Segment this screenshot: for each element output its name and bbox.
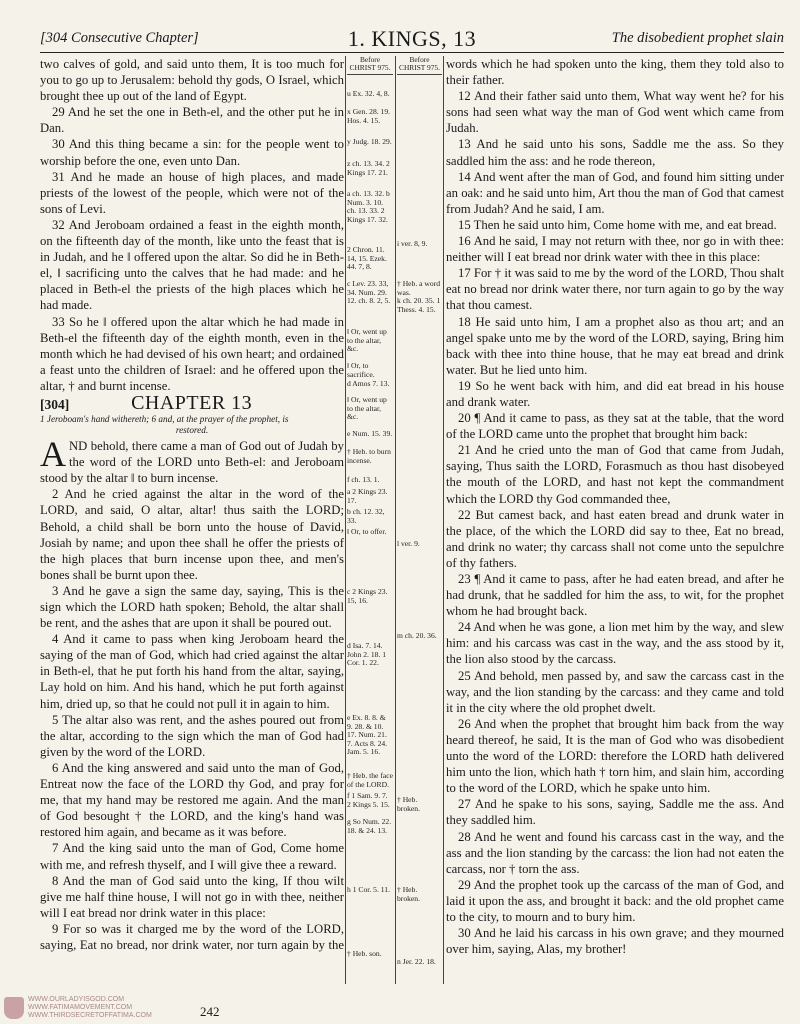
drop-cap: A [40, 434, 66, 475]
consecutive-chapter-label: [304 Consecutive Chapter] [40, 30, 199, 46]
ref-note: ‖ Or, went up to the altar, &c. [347, 327, 387, 354]
page-header [40, 26, 784, 53]
ref-note: z ch. 13. 34. 2 Kings 17. 21. [347, 159, 390, 177]
ref-note: x Gen. 28. 19. Hos. 4. 15. [347, 107, 391, 125]
verse: 15 Then he said unto him, Come home with me, and eat bread. [458, 217, 777, 232]
ref-note: d Isa. 7. 14. John 2. 18. 1 Cor. 1. 22. [347, 641, 387, 668]
ref-note: 2 Chron. 11. 14, 15. Ezek. 44. 7, 8. [347, 245, 387, 272]
watermark-url: WWW.THIRDSECRETOFFATIMA.COM [28, 1012, 152, 1019]
ref-note: b ch. 12. 32, 33. [347, 507, 385, 525]
verse: 19 So he went back with him, and did eat bread in his house and drank water. [446, 378, 784, 409]
ref-note: ‖ Or, to offer. [347, 527, 387, 536]
verse: 24 And when he was gone, a lion met him by the way, and slew him: and his carcass was cast in the way, and the ass stood by it, the lion also stood by the carcass. [446, 620, 784, 667]
verse: 32 And Jeroboam ordained a feast in the eighth month, on the fifteenth day of the month, like unto the feast that is in Judah, and he ‖ offered upon the altar. So did he in Beth-el, ‖ sacrificing unto the calves that he had made: and he placed in Beth-el the priests of the high places which he had made. [40, 217, 344, 313]
column-rule [443, 56, 444, 984]
ref-note: e Num. 15. 39. [347, 429, 393, 438]
verse: 23 ¶ And it came to pass, after he had eaten bread, and after he had drunk, that he saddled for him the ass, to wit, for the prophet whom he had brought back. [446, 572, 784, 619]
chapter-summary [40, 414, 344, 436]
ref-note: n Jer. 22. 18. [397, 957, 436, 966]
verse: 29 And he set the one in Beth-el, and the other put he in Dan. [40, 105, 344, 136]
ref-note: c Lev. 23. 33, 34. Num. 29. 12. ch. 8. 2, 5. [347, 279, 391, 306]
column-rule [395, 56, 396, 984]
book-chapter-title: 1. KINGS, 13 [347, 26, 477, 51]
verse: 9 For so was it charged me by the word of the LORD, saying, Eat no bread, nor drink water, nor turn again by the [40, 921, 344, 952]
ref-note: † Heb. to burn incense. [347, 447, 391, 465]
ref-note: i ver. 8, 9. [397, 239, 428, 248]
verse: 25 And behold, men passed by, and saw the carcass cast in the way, and the lion standing by the carcass: and they came and told it in the city where the old prophet dwelt. [446, 668, 784, 715]
ref-note: † Heb. son. [347, 949, 382, 958]
verse-first-text: ND behold, there came a man of God out of Judah by the word of the LORD unto Beth-el: and Jeroboam stood by the altar ‖ to burn incense. [40, 439, 344, 486]
ref-note: a ch. 13. 32. b Num. 3. 10. ch. 13. 33. 2 Kings 17. 32. [347, 189, 390, 224]
right-text-column [446, 56, 784, 956]
verse: 20 ¶ And it came to pass, as they sat at the table, that the word of the LORD came unto the prophet that brought him back: [446, 411, 784, 442]
chapter-heading [40, 391, 344, 414]
ref-note: a 2 Kings 23. 17. [347, 487, 388, 505]
verse: 27 And he spake to his sons, saying, Saddle me the ass. And they saddled him. [446, 797, 784, 828]
cross-reference-column-b [397, 56, 442, 986]
watermark-url: WWW.OURLADYISGOD.COM [28, 996, 125, 1003]
verse: 8 And the man of God said unto the king, If thou wilt give me half thine house, I will not go in with thee, neither will I eat bread nor drink water in this place: [40, 873, 344, 920]
verse: two calves of gold, and said unto them, It is too much for you to go up to Jerusalem: behold thy gods, O Israel, which brought thee up out of the land of Egypt. [40, 57, 344, 104]
summary-end: restored. [175, 425, 209, 436]
summary-text: 1 Jeroboam's hand withereth; 6 and, at the prayer of the prophet, is [40, 414, 289, 425]
verse: 4 And it came to pass when king Jeroboam heard the saying of the man of God, which had cried against the altar in Beth-el, that he put forth his hand from the altar, saying, Lay hold on him. And his hand, which he put forth against him, dried up, so that he could not pull it in again to him. [40, 632, 344, 711]
section-heading: The disobedient prophet slain [611, 30, 784, 46]
verse: 3 And he gave a sign the same day, saying, This is the sign which the LORD hath spoken; Behold, the altar shall be rent, and the ashes that are upon it shall be poured out. [40, 583, 344, 631]
verse: 30 And this thing became a sin: for the people went to worship before the one, even unto Dan. [40, 137, 344, 168]
seal-icon [4, 997, 24, 1019]
watermark-url: WWW.FATIMAMOVEMENT.COM [28, 1004, 133, 1011]
verse: 14 And went after the man of God, and found him sitting under an oak: and he said unto him, Art thou the man of God that camest from Judah? And he said, I am. [446, 169, 784, 216]
verse: 2 And he cried against the altar in the word of the LORD, and said, O altar, altar! thus saith the LORD; Behold, a child shall be born unto the house of David, Josiah by name; and upon thee shall he offer the priests of the high places that burn incense upon thee, and men's bones shall be burnt upon thee. [40, 487, 344, 582]
left-text-column [40, 56, 344, 956]
verse: 6 And the king answered and said unto the man of God, Entreat now the face of the LORD thy God, and pray for me, that my hand may be restored me again. And the man of God besought † the LORD, and the king's hand was restored him again, and became as it was before. [40, 760, 344, 840]
ref-note: c 2 Kings 23. 15, 16. [347, 587, 388, 605]
ref-note: h 1 Cor. 5. 11. [347, 885, 390, 894]
ref-note: f 1 Sam. 9. 7. 2 Kings 5. 15. [347, 791, 390, 809]
ref-note: k ch. 20. 35. 1 Thess. 4. 15. [397, 296, 441, 314]
page-number: 242 [200, 1004, 220, 1019]
ref-note: u Ex. 32. 4, 8. [347, 89, 390, 98]
verse: 21 And he cried unto the man of God that came from Judah, saying, Thus saith the LORD, Forasmuch as thou hast disobeyed the mouth of the LORD, and hast not kept the commandment which the LORD thy God commanded thee, [446, 443, 784, 506]
ref-note: e Ex. 8. 8. & 9. 28. & 10. 17. Num. 21. 7. Acts 8. 24. Jam. 5. 16. [347, 713, 388, 757]
verse: words which he had spoken unto the king, them they told also to their father. [446, 57, 784, 88]
verse: 33 So he ‖ offered upon the altar which he had made in Beth-el the fifteenth day of the eighth month, even in the month which he had devised of his own heart; and ordained a feast unto the children of Israel: and he offered upon the altar, † and burnt incense. [40, 314, 344, 393]
ref-heading: Before CHRIST 975. [347, 56, 393, 75]
column-rule [345, 56, 346, 984]
verse: 17 For † it was said to me by the word of the LORD, Thou shalt eat no bread nor drink water there, nor turn again to go by the way that thou camest. [446, 266, 784, 313]
verse: 31 And he made an house of high places, and made priests of the lowest of the people, which were not of the sons of Levi. [40, 169, 344, 216]
ref-note: g So Num. 22. 18. & 24. 13. [347, 817, 392, 835]
watermark-lines [28, 996, 152, 1020]
verse: 18 He said unto him, I am a prophet also as thou art; and an angel spake unto me by the word of the LORD, saying, Bring him back with thee into thine house, that he may eat bread and drink water. But he lied unto him. [446, 314, 784, 377]
verse: 16 And he said, I may not return with thee, nor go in with thee: neither will I eat bread nor drink water with thee in this place: [446, 234, 784, 265]
verse: 13 And he said unto his sons, Saddle me the ass. So they saddled him the ass: and he rode thereon, [446, 137, 784, 168]
ref-note: d Amos 7. 13. [347, 379, 390, 388]
ref-note: † Heb. the face of the LORD. [347, 771, 393, 789]
verse: 7 And the king said unto the man of God, Come home with me, and refresh thyself, and I will give thee a reward. [40, 841, 344, 872]
verse: 29 And the prophet took up the carcass of the man of God, and laid it upon the ass, and brought it back: and the old prophet came to the city, to mourn and to bury him. [446, 877, 784, 924]
ref-heading: Before CHRIST 975. [397, 56, 442, 75]
ref-note: ‖ Or, went up to the altar, &c. [347, 395, 387, 422]
verse: 26 And when the prophet that brought him back from the way heard thereof, he said, It is the man of God who was disobedient unto the word of the LORD: therefore the LORD hath delivered him unto the lion, which hath † torn him, and slain him, according to the word of the LORD, which he spake unto him. [446, 716, 784, 796]
verse-first [40, 434, 344, 486]
cross-reference-column-a [347, 56, 393, 986]
verse: 5 The altar also was rent, and the ashes poured out from the altar, according to the sign which the man of God had given by the word of the LORD. [40, 712, 344, 759]
verse: 12 And their father said unto them, What way went he? for his sons had seen what way the man of God went which came from Judah. [446, 89, 784, 136]
verse: 22 But camest back, and hast eaten bread and drunk water in the place, of the which the LORD did say to thee, Eat no bread, and drink no water; thy carcass shall not come unto the sepulchre of thy fathers. [446, 507, 784, 570]
ref-note: y Judg. 18. 29. [347, 137, 392, 146]
ref-note: m ch. 20. 36. [397, 631, 437, 640]
verse: 30 And he laid his carcass in his own grave; and they mourned over him, saying, Alas, my brother! [446, 926, 784, 956]
verse: 28 And he went and found his carcass cast in the way, and the ass and the lion standing by the carcass: the lion had not eaten the carcass, nor † torn the ass. [446, 829, 784, 876]
ref-note: l ver. 9. [397, 539, 420, 548]
ref-note: † Heb. broken. [397, 795, 420, 813]
chapter-number: [304] [40, 396, 70, 412]
chapter-title: CHAPTER 13 [131, 391, 253, 414]
ref-note: † Heb. a word was. [397, 279, 441, 297]
ref-note: f ch. 13. 1. [347, 475, 380, 484]
ref-note: ‖ Or, to sacrifice. [347, 361, 375, 379]
ref-note: † Heb. broken. [397, 885, 420, 903]
watermark [4, 996, 194, 1020]
